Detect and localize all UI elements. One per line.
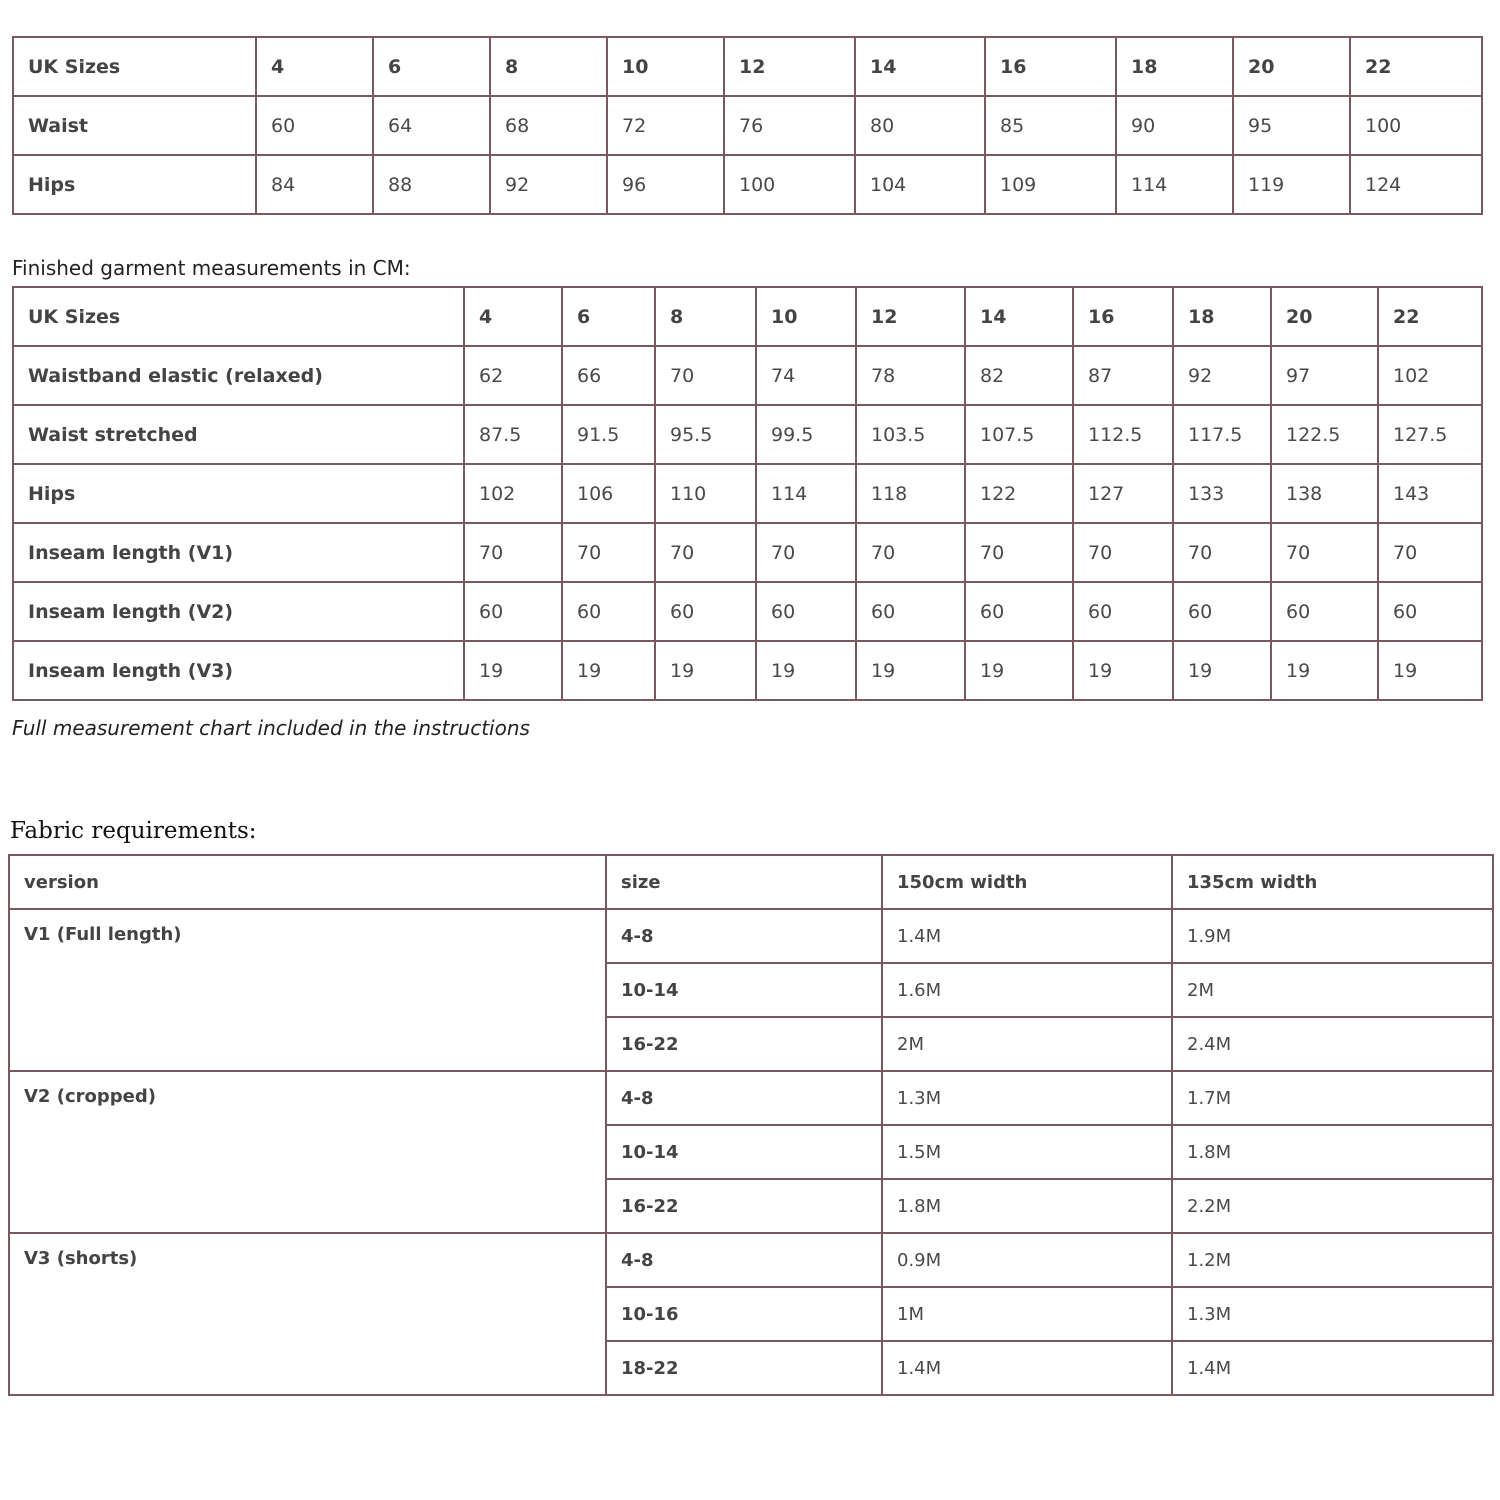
value-cell: 19 bbox=[1073, 641, 1173, 700]
size-header-cell: 8 bbox=[655, 287, 756, 346]
value-cell: 85 bbox=[985, 96, 1116, 155]
value-cell: 60 bbox=[1073, 582, 1173, 641]
table-row bbox=[13, 582, 1482, 641]
value-cell: 60 bbox=[256, 96, 373, 155]
fabric-135cm-cell: 1.8M bbox=[1172, 1125, 1493, 1179]
table-row bbox=[13, 523, 1482, 582]
value-cell: 97 bbox=[1271, 346, 1378, 405]
size-header-cell: 18 bbox=[1116, 37, 1233, 96]
row-label-cell: Hips bbox=[13, 464, 464, 523]
value-cell: 70 bbox=[856, 523, 965, 582]
fabric-135cm-cell: 1.3M bbox=[1172, 1287, 1493, 1341]
size-header-cell: 16 bbox=[1073, 287, 1173, 346]
value-cell: 102 bbox=[1378, 346, 1482, 405]
value-cell: 70 bbox=[655, 346, 756, 405]
value-cell: 60 bbox=[1271, 582, 1378, 641]
value-cell: 133 bbox=[1173, 464, 1271, 523]
row-label-cell: Inseam length (V3) bbox=[13, 641, 464, 700]
value-cell: 84 bbox=[256, 155, 373, 214]
value-cell: 70 bbox=[1073, 523, 1173, 582]
value-cell: 60 bbox=[965, 582, 1073, 641]
value-cell: 127.5 bbox=[1378, 405, 1482, 464]
value-cell: 92 bbox=[1173, 346, 1271, 405]
value-cell: 70 bbox=[464, 523, 562, 582]
value-cell: 70 bbox=[965, 523, 1073, 582]
value-cell: 95 bbox=[1233, 96, 1350, 155]
table-row bbox=[13, 405, 1482, 464]
size-range-cell: 10-14 bbox=[606, 1125, 882, 1179]
header-label-cell: UK Sizes bbox=[13, 37, 256, 96]
garment-measurements-caption: Finished garment measurements in CM: bbox=[12, 256, 411, 280]
table-header-row bbox=[9, 855, 1493, 909]
value-cell: 19 bbox=[1173, 641, 1271, 700]
value-cell: 60 bbox=[655, 582, 756, 641]
fabric-150cm-cell: 1.6M bbox=[882, 963, 1172, 1017]
table-row bbox=[13, 346, 1482, 405]
row-label-cell: Inseam length (V2) bbox=[13, 582, 464, 641]
table-row bbox=[9, 1233, 1493, 1287]
header-label-cell: UK Sizes bbox=[13, 287, 464, 346]
column-header-cell: 135cm width bbox=[1172, 855, 1493, 909]
value-cell: 122 bbox=[965, 464, 1073, 523]
size-header-cell: 10 bbox=[607, 37, 724, 96]
value-cell: 76 bbox=[724, 96, 855, 155]
value-cell: 74 bbox=[756, 346, 856, 405]
table-header-row bbox=[13, 287, 1482, 346]
table-row bbox=[9, 1071, 1493, 1125]
size-range-cell: 4-8 bbox=[606, 1233, 882, 1287]
value-cell: 103.5 bbox=[856, 405, 965, 464]
value-cell: 92 bbox=[490, 155, 607, 214]
value-cell: 127 bbox=[1073, 464, 1173, 523]
value-cell: 70 bbox=[655, 523, 756, 582]
value-cell: 19 bbox=[856, 641, 965, 700]
size-header-cell: 10 bbox=[756, 287, 856, 346]
size-header-cell: 20 bbox=[1233, 37, 1350, 96]
value-cell: 62 bbox=[464, 346, 562, 405]
size-header-cell: 6 bbox=[562, 287, 655, 346]
size-range-cell: 10-14 bbox=[606, 963, 882, 1017]
value-cell: 110 bbox=[655, 464, 756, 523]
fabric-135cm-cell: 1.7M bbox=[1172, 1071, 1493, 1125]
value-cell: 19 bbox=[464, 641, 562, 700]
value-cell: 70 bbox=[756, 523, 856, 582]
table-row bbox=[9, 909, 1493, 963]
fabric-135cm-cell: 2M bbox=[1172, 963, 1493, 1017]
value-cell: 118 bbox=[856, 464, 965, 523]
fabric-135cm-cell: 1.9M bbox=[1172, 909, 1493, 963]
value-cell: 80 bbox=[855, 96, 985, 155]
column-header-cell: 150cm width bbox=[882, 855, 1172, 909]
value-cell: 106 bbox=[562, 464, 655, 523]
value-cell: 107.5 bbox=[965, 405, 1073, 464]
value-cell: 114 bbox=[756, 464, 856, 523]
size-header-cell: 14 bbox=[855, 37, 985, 96]
size-range-cell: 4-8 bbox=[606, 1071, 882, 1125]
value-cell: 19 bbox=[1271, 641, 1378, 700]
fabric-requirements-caption: Fabric requirements: bbox=[10, 818, 257, 844]
value-cell: 100 bbox=[724, 155, 855, 214]
value-cell: 88 bbox=[373, 155, 490, 214]
size-header-cell: 16 bbox=[985, 37, 1116, 96]
version-cell: V3 (shorts) bbox=[9, 1233, 606, 1395]
value-cell: 122.5 bbox=[1271, 405, 1378, 464]
size-header-cell: 12 bbox=[856, 287, 965, 346]
fabric-135cm-cell: 1.4M bbox=[1172, 1341, 1493, 1395]
value-cell: 87.5 bbox=[464, 405, 562, 464]
fabric-150cm-cell: 1.4M bbox=[882, 1341, 1172, 1395]
fabric-135cm-cell: 2.4M bbox=[1172, 1017, 1493, 1071]
value-cell: 70 bbox=[1173, 523, 1271, 582]
value-cell: 60 bbox=[562, 582, 655, 641]
value-cell: 109 bbox=[985, 155, 1116, 214]
size-header-cell: 18 bbox=[1173, 287, 1271, 346]
fabric-150cm-cell: 1.8M bbox=[882, 1179, 1172, 1233]
value-cell: 60 bbox=[1173, 582, 1271, 641]
value-cell: 64 bbox=[373, 96, 490, 155]
value-cell: 112.5 bbox=[1073, 405, 1173, 464]
value-cell: 104 bbox=[855, 155, 985, 214]
value-cell: 66 bbox=[562, 346, 655, 405]
fabric-135cm-cell: 2.2M bbox=[1172, 1179, 1493, 1233]
version-cell: V2 (cropped) bbox=[9, 1071, 606, 1233]
size-range-cell: 10-16 bbox=[606, 1287, 882, 1341]
fabric-135cm-cell: 1.2M bbox=[1172, 1233, 1493, 1287]
value-cell: 60 bbox=[464, 582, 562, 641]
value-cell: 95.5 bbox=[655, 405, 756, 464]
row-label-cell: Waist bbox=[13, 96, 256, 155]
size-header-cell: 4 bbox=[256, 37, 373, 96]
row-label-cell: Inseam length (V1) bbox=[13, 523, 464, 582]
value-cell: 102 bbox=[464, 464, 562, 523]
size-range-cell: 16-22 bbox=[606, 1179, 882, 1233]
value-cell: 68 bbox=[490, 96, 607, 155]
row-label-cell: Waistband elastic (relaxed) bbox=[13, 346, 464, 405]
value-cell: 91.5 bbox=[562, 405, 655, 464]
size-header-cell: 8 bbox=[490, 37, 607, 96]
fabric-150cm-cell: 1M bbox=[882, 1287, 1172, 1341]
size-range-cell: 4-8 bbox=[606, 909, 882, 963]
fabric-150cm-cell: 2M bbox=[882, 1017, 1172, 1071]
column-header-cell: size bbox=[606, 855, 882, 909]
value-cell: 96 bbox=[607, 155, 724, 214]
body-measurements-table bbox=[12, 36, 1483, 215]
table-row bbox=[13, 155, 1482, 214]
size-header-cell: 20 bbox=[1271, 287, 1378, 346]
size-header-cell: 4 bbox=[464, 287, 562, 346]
value-cell: 99.5 bbox=[756, 405, 856, 464]
fabric-150cm-cell: 1.3M bbox=[882, 1071, 1172, 1125]
value-cell: 70 bbox=[1378, 523, 1482, 582]
fabric-150cm-cell: 1.5M bbox=[882, 1125, 1172, 1179]
measurement-chart-note: Full measurement chart included in the instructions bbox=[12, 716, 530, 740]
version-cell: V1 (Full length) bbox=[9, 909, 606, 1071]
value-cell: 60 bbox=[856, 582, 965, 641]
size-range-cell: 18-22 bbox=[606, 1341, 882, 1395]
value-cell: 119 bbox=[1233, 155, 1350, 214]
value-cell: 70 bbox=[1271, 523, 1378, 582]
table-header-row bbox=[13, 37, 1482, 96]
size-header-cell: 22 bbox=[1378, 287, 1482, 346]
value-cell: 143 bbox=[1378, 464, 1482, 523]
value-cell: 117.5 bbox=[1173, 405, 1271, 464]
size-header-cell: 22 bbox=[1350, 37, 1482, 96]
fabric-150cm-cell: 1.4M bbox=[882, 909, 1172, 963]
value-cell: 72 bbox=[607, 96, 724, 155]
value-cell: 70 bbox=[562, 523, 655, 582]
row-label-cell: Hips bbox=[13, 155, 256, 214]
value-cell: 19 bbox=[756, 641, 856, 700]
value-cell: 60 bbox=[756, 582, 856, 641]
fabric-requirements-table bbox=[8, 854, 1494, 1396]
size-header-cell: 14 bbox=[965, 287, 1073, 346]
value-cell: 114 bbox=[1116, 155, 1233, 214]
value-cell: 124 bbox=[1350, 155, 1482, 214]
row-label-cell: Waist stretched bbox=[13, 405, 464, 464]
value-cell: 19 bbox=[562, 641, 655, 700]
value-cell: 100 bbox=[1350, 96, 1482, 155]
table-row bbox=[13, 96, 1482, 155]
value-cell: 78 bbox=[856, 346, 965, 405]
table-row bbox=[13, 464, 1482, 523]
fabric-150cm-cell: 0.9M bbox=[882, 1233, 1172, 1287]
value-cell: 138 bbox=[1271, 464, 1378, 523]
table-row bbox=[13, 641, 1482, 700]
value-cell: 60 bbox=[1378, 582, 1482, 641]
value-cell: 19 bbox=[655, 641, 756, 700]
value-cell: 87 bbox=[1073, 346, 1173, 405]
size-header-cell: 12 bbox=[724, 37, 855, 96]
value-cell: 19 bbox=[1378, 641, 1482, 700]
garment-measurements-table bbox=[12, 286, 1483, 701]
size-range-cell: 16-22 bbox=[606, 1017, 882, 1071]
value-cell: 19 bbox=[965, 641, 1073, 700]
size-header-cell: 6 bbox=[373, 37, 490, 96]
column-header-cell: version bbox=[9, 855, 606, 909]
value-cell: 82 bbox=[965, 346, 1073, 405]
value-cell: 90 bbox=[1116, 96, 1233, 155]
